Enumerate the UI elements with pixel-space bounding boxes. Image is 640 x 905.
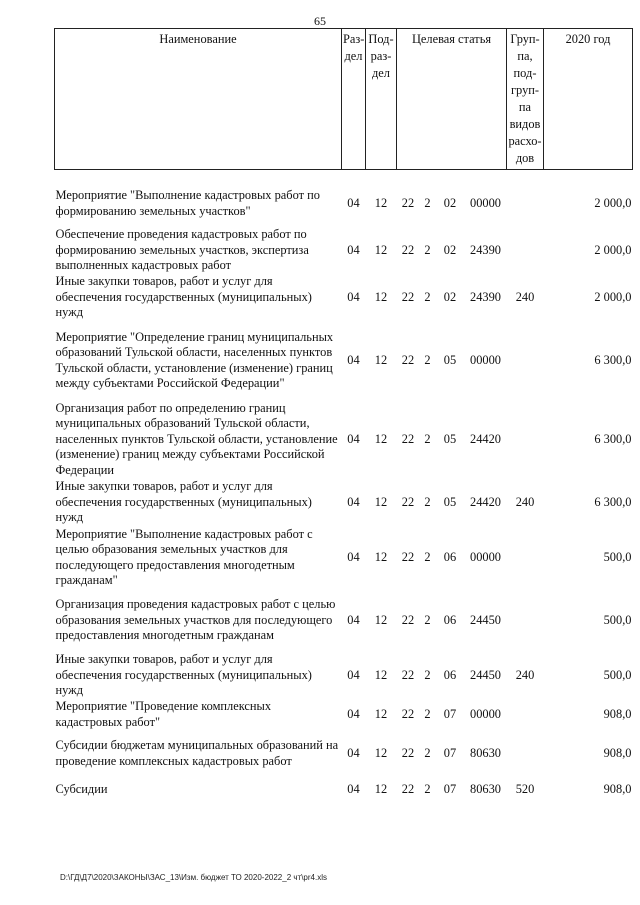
target-code-2: 2 xyxy=(424,352,431,367)
amount-2020: 2 000,0 xyxy=(594,289,632,304)
subsection-code: 12 xyxy=(374,782,388,797)
target-code-3: 05 xyxy=(443,352,457,367)
target-code-3: 02 xyxy=(443,195,457,210)
subsection-code: 12 xyxy=(374,612,388,627)
section-code: 04 xyxy=(347,242,360,257)
target-code-3: 05 xyxy=(443,431,457,446)
section-code: 04 xyxy=(347,745,360,760)
expense-group-code xyxy=(507,589,544,652)
subsection-code: 12 xyxy=(374,549,388,564)
target-code-4: 24450 xyxy=(470,612,501,627)
table-row xyxy=(55,730,633,777)
amount-2020: 908,0 xyxy=(603,782,632,797)
item-name: Мероприятие "Проведение комплексных кадастровых работ" xyxy=(55,699,272,729)
gap-cell xyxy=(55,170,633,181)
amount-2020: 500,0 xyxy=(603,549,632,564)
target-code-3: 02 xyxy=(443,289,457,304)
item-name: Субсидии xyxy=(55,782,108,797)
header-subsection: Под- раз- дел xyxy=(366,29,397,170)
amount-2020: 500,0 xyxy=(603,667,632,682)
target-code-1: 22 xyxy=(401,549,415,564)
target-code-2: 2 xyxy=(424,706,431,721)
target-code-2: 2 xyxy=(424,745,431,760)
table-row xyxy=(55,526,633,589)
table-row xyxy=(55,699,633,730)
item-name: Иные закупки товаров, работ и услуг для обеспечения государственных (муниципальных) нужд xyxy=(55,274,312,320)
section-code: 04 xyxy=(347,549,360,564)
target-code-3: 02 xyxy=(443,242,457,257)
file-path-footer: D:\ГД\Д7\2020\ЗАКОНЫ\ЗАС_13\Изм. бюджет ТО 2020-2022_2 чт\pr4.xls xyxy=(60,873,327,882)
table-row xyxy=(55,400,633,479)
target-code-2: 2 xyxy=(424,782,431,797)
target-code-3: 06 xyxy=(443,549,457,564)
expense-group-code xyxy=(507,321,544,400)
item-name: Иные закупки товаров, работ и услуг для обеспечения государственных (муниципальных) нужд xyxy=(55,479,312,525)
budget-table xyxy=(54,28,633,803)
subsection-code: 12 xyxy=(374,242,388,257)
table-row xyxy=(55,652,633,699)
amount-2020: 6 300,0 xyxy=(594,352,632,367)
target-code-3: 05 xyxy=(443,494,457,509)
subsection-code: 12 xyxy=(374,745,388,760)
section-code: 04 xyxy=(347,431,360,446)
target-code-2: 2 xyxy=(424,667,431,682)
target-code-4: 80630 xyxy=(470,782,501,797)
target-code-4: 24420 xyxy=(470,494,501,509)
amount-2020: 2 000,0 xyxy=(594,242,632,257)
target-code-1: 22 xyxy=(401,195,415,210)
target-code-3: 07 xyxy=(443,706,457,721)
section-code: 04 xyxy=(347,706,360,721)
target-code-2: 2 xyxy=(424,494,431,509)
subsection-code: 12 xyxy=(374,352,388,367)
table-row xyxy=(55,777,633,803)
target-code-4: 24420 xyxy=(470,431,501,446)
table-row xyxy=(55,589,633,652)
subsection-code: 12 xyxy=(374,289,388,304)
item-name: Мероприятие "Определение границ муниципальных образований Тульской области, населенных пунктов Тульской области, установление (изменение) границ между субъектами Российской Федерации" xyxy=(55,329,334,390)
header-expense-group: Груп- па, под- груп- па видов расхо- дов xyxy=(507,29,544,170)
target-code-1: 22 xyxy=(401,745,415,760)
expense-group-code: 240 xyxy=(515,289,535,304)
header-year-2020: 2020 год xyxy=(544,29,633,170)
target-code-1: 22 xyxy=(401,242,415,257)
item-name: Субсидии бюджетам муниципальных образований на проведение комплексных кадастровых работ xyxy=(55,738,339,768)
item-name: Мероприятие "Выполнение кадастровых работ по формированию земельных участков" xyxy=(55,188,320,218)
header-name: Наименование xyxy=(55,29,342,170)
item-name: Организация проведения кадастровых работ с целью образования земельных участков для последующего предоставления многодетным гражданам xyxy=(55,597,336,643)
expense-group-code xyxy=(507,400,544,479)
target-code-1: 22 xyxy=(401,612,415,627)
target-code-3: 07 xyxy=(443,745,457,760)
target-code-3: 06 xyxy=(443,612,457,627)
item-name: Обеспечение проведения кадастровых работ по формированию земельных участков, экспертиза выполненных кадастровых работ xyxy=(55,227,309,273)
subsection-code: 12 xyxy=(374,706,388,721)
expense-group-code: 240 xyxy=(515,667,535,682)
subsection-code: 12 xyxy=(374,667,388,682)
expense-group-code xyxy=(507,526,544,589)
target-code-4: 24450 xyxy=(470,667,501,682)
target-code-2: 2 xyxy=(424,549,431,564)
table-row xyxy=(55,479,633,526)
expense-group-code: 520 xyxy=(515,782,535,797)
target-code-1: 22 xyxy=(401,667,415,682)
table-body xyxy=(55,170,633,804)
subsection-code: 12 xyxy=(374,494,388,509)
table-row xyxy=(55,274,633,321)
section-code: 04 xyxy=(347,612,360,627)
amount-2020: 908,0 xyxy=(603,745,632,760)
section-code: 04 xyxy=(347,289,360,304)
item-name: Мероприятие "Выполнение кадастровых работ с целью образования земельных участков для последующего предоставления многодетным гражданам" xyxy=(55,526,313,587)
expense-group-code xyxy=(507,730,544,777)
target-code-4: 24390 xyxy=(470,242,501,257)
target-code-2: 2 xyxy=(424,195,431,210)
target-code-4: 00000 xyxy=(470,706,501,721)
header-target-article: Целевая статья xyxy=(397,29,507,170)
target-code-2: 2 xyxy=(424,242,431,257)
expense-group-code xyxy=(507,699,544,730)
target-code-1: 22 xyxy=(401,706,415,721)
section-code: 04 xyxy=(347,494,360,509)
amount-2020: 6 300,0 xyxy=(594,431,632,446)
target-code-4: 00000 xyxy=(470,195,501,210)
table-row xyxy=(55,321,633,400)
expense-group-code: 240 xyxy=(515,494,535,509)
section-code: 04 xyxy=(347,667,360,682)
section-code: 04 xyxy=(347,352,360,367)
target-code-1: 22 xyxy=(401,431,415,446)
page-number: 65 xyxy=(314,14,326,28)
target-code-2: 2 xyxy=(424,612,431,627)
target-code-2: 2 xyxy=(424,431,431,446)
amount-2020: 2 000,0 xyxy=(594,195,632,210)
table-row xyxy=(55,227,633,274)
subsection-code: 12 xyxy=(374,195,388,210)
subsection-code: 12 xyxy=(374,431,388,446)
target-code-4: 24390 xyxy=(470,289,501,304)
table-header xyxy=(55,29,633,170)
target-code-4: 80630 xyxy=(470,745,501,760)
table-row xyxy=(55,180,633,227)
header-section: Раз- дел xyxy=(342,29,366,170)
target-code-3: 06 xyxy=(443,667,457,682)
amount-2020: 500,0 xyxy=(603,612,632,627)
amount-2020: 908,0 xyxy=(603,706,632,721)
section-code: 04 xyxy=(347,195,360,210)
expense-group-code xyxy=(507,227,544,274)
target-code-1: 22 xyxy=(401,289,415,304)
target-code-1: 22 xyxy=(401,782,415,797)
target-code-4: 00000 xyxy=(470,352,501,367)
amount-2020: 6 300,0 xyxy=(594,494,632,509)
item-name: Организация работ по определению границ муниципальных образований Тульской области, населенных пунктов Тульской области, установление (изменение) границ между субъектами Российской Федерации xyxy=(55,400,338,477)
header-gap-row xyxy=(55,170,633,181)
target-code-4: 00000 xyxy=(470,549,501,564)
target-code-1: 22 xyxy=(401,494,415,509)
target-code-3: 07 xyxy=(443,782,457,797)
expense-group-code xyxy=(507,180,544,227)
target-code-2: 2 xyxy=(424,289,431,304)
target-code-1: 22 xyxy=(401,352,415,367)
item-name: Иные закупки товаров, работ и услуг для обеспечения государственных (муниципальных) нужд xyxy=(55,652,312,698)
section-code: 04 xyxy=(347,782,360,797)
